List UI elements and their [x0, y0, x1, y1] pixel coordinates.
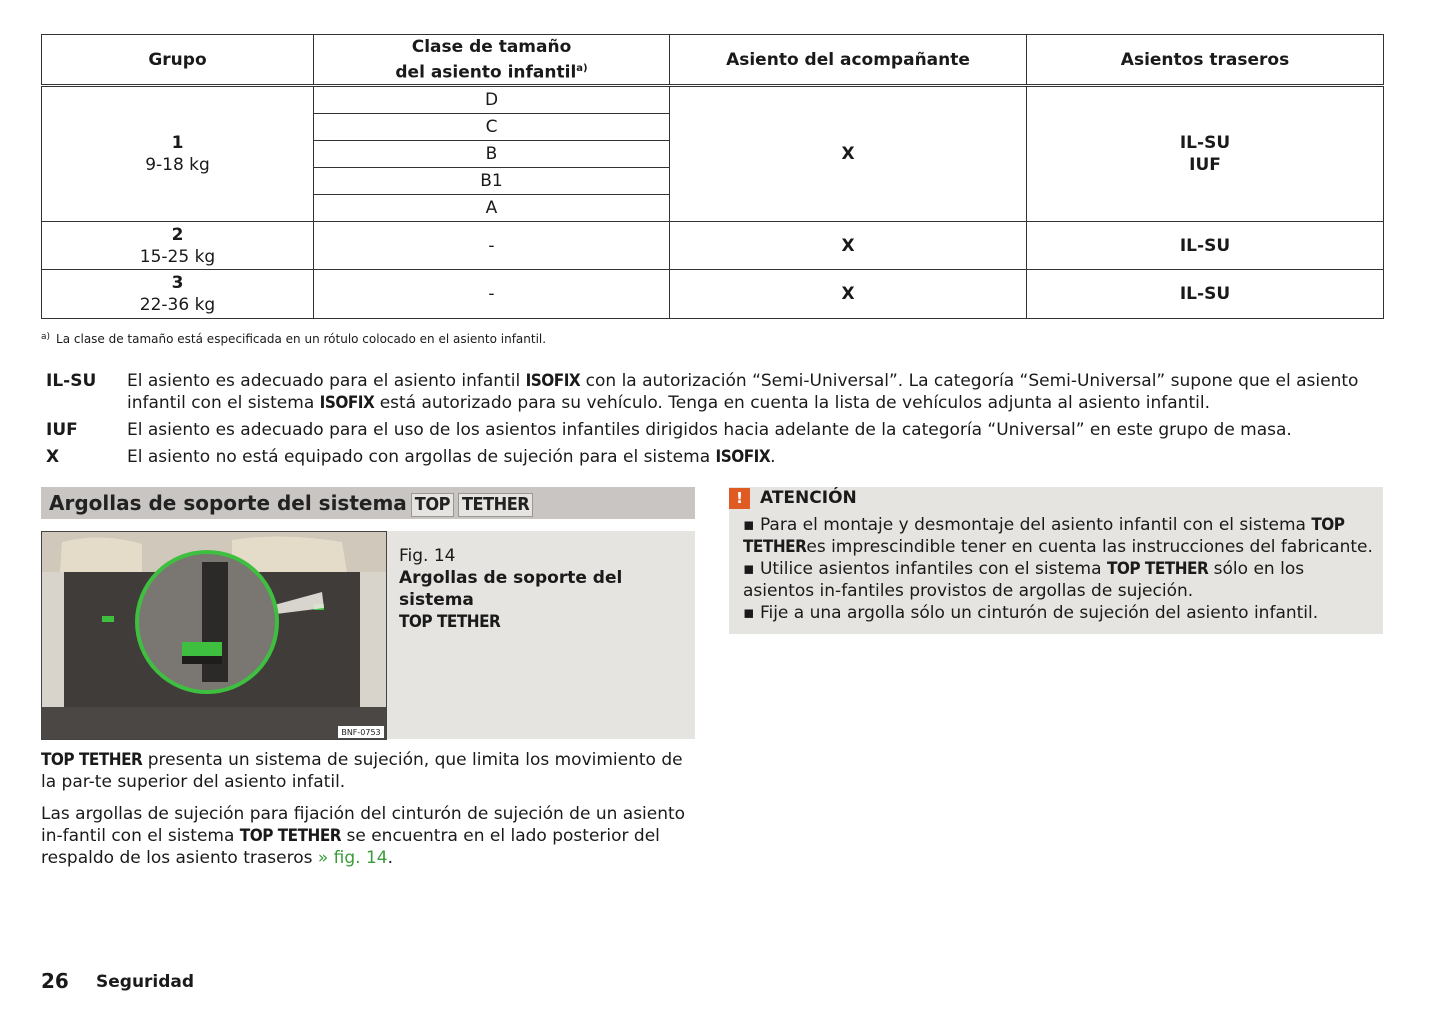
- legend-text: El asiento no está equipado con argollas de sujeción para el sistema ISOFIX.: [127, 447, 776, 467]
- warning-item: ▪ Utilice asientos infantiles con el sistema TOP TETHER sólo en los asientos in-fantiles provistos de argollas de sujeción.: [743, 559, 1305, 601]
- page-section: Seguridad: [96, 972, 195, 992]
- warning-body: [743, 514, 1373, 624]
- child-seat-table: [41, 34, 1384, 319]
- header-clase-line1: Clase de tamaño: [411, 36, 572, 57]
- header-clase-line2: del asiento infantil: [395, 62, 577, 83]
- group-number: 2: [171, 224, 184, 245]
- figure-caption: [399, 545, 689, 633]
- table-row: [42, 270, 1384, 319]
- warning-item: ▪ Fije a una argolla sólo un cinturón de sujeción del asiento infantil.: [743, 603, 1319, 623]
- header-clase: [314, 35, 670, 86]
- group-weight: 15-25 kg: [139, 246, 216, 267]
- passenger-cell: X: [670, 86, 1027, 222]
- size-class-cell: B1: [314, 168, 670, 195]
- trunk-illustration: [42, 532, 386, 739]
- table-header-row: [42, 35, 1384, 86]
- size-class-cell: D: [314, 86, 670, 114]
- warning-box: [729, 487, 1383, 634]
- section-title: Argollas de soporte del sistema TOP TETHER: [49, 491, 533, 517]
- passenger-cell: X: [670, 222, 1027, 270]
- figure-link[interactable]: » fig. 14: [317, 848, 388, 868]
- footnote-text: La clase de tamaño está especificada en un rótulo colocado en el asiento infantil.: [56, 332, 547, 346]
- group-cell: [42, 270, 314, 319]
- header-grupo: Grupo: [42, 35, 314, 86]
- warning-icon: !: [729, 488, 750, 509]
- header-traseros: Asientos traseros: [1027, 35, 1384, 86]
- footnote-marker: a): [41, 332, 51, 342]
- figure-number: Fig. 14: [399, 546, 456, 566]
- footnote-marker: a): [576, 62, 588, 74]
- group-weight: 9-18 kg: [145, 155, 210, 175]
- size-class-cell: -: [314, 222, 670, 270]
- legend-key: IUF: [46, 420, 78, 440]
- size-class-cell: C: [314, 114, 670, 141]
- top-tag: TOP: [411, 493, 454, 517]
- figure-code: BNF-0753: [341, 728, 381, 737]
- rear-cell: IL-SU: [1027, 270, 1384, 319]
- paragraph-top-tether: TOP TETHER presenta un sistema de sujeción, que limita los movimiento de la par-te superior del asiento infatil.: [41, 750, 683, 792]
- page-number: 26: [41, 969, 69, 993]
- legend-text: El asiento es adecuado para el asiento infantil ISOFIX con la autorización “Semi-Universal”. La categoría “Semi-Universal” supone que el asiento infantil con el sistema ISOFIX está autorizado para su vehículo. Tenga en cuenta la lista de vehículos adjunta al asiento infantil.: [127, 371, 1359, 413]
- figure-title: Argollas de soporte del sistema: [399, 568, 623, 610]
- group-weight: 22-36 kg: [139, 295, 216, 315]
- group-cell: [42, 222, 314, 270]
- size-class-cell: B: [314, 141, 670, 168]
- table-footnote: [41, 332, 546, 346]
- group-number: 1: [171, 133, 184, 153]
- header-acompanante: Asiento del acompañante: [670, 35, 1027, 86]
- table-row: [42, 86, 1384, 114]
- size-class-cell: A: [314, 195, 670, 222]
- rear-cell: [1027, 86, 1384, 222]
- rear-value: IUF: [1189, 155, 1221, 175]
- group-cell: [42, 86, 314, 222]
- table-row: [42, 222, 1384, 270]
- group-number: 3: [171, 273, 184, 293]
- rear-cell: IL-SU: [1027, 222, 1384, 270]
- figure-image: [41, 531, 387, 740]
- legend-key: IL-SU: [46, 371, 97, 391]
- legend-text: El asiento es adecuado para el uso de los asientos infantiles dirigidos hacia adelante de la categoría “Universal” en este grupo de masa.: [127, 420, 1292, 440]
- passenger-cell: X: [670, 270, 1027, 319]
- tether-tag: TETHER: [458, 493, 533, 517]
- rear-value: IL-SU: [1179, 133, 1231, 153]
- warning-item: ▪ Para el montaje y desmontaje del asiento infantil con el sistema TOP TETHERes imprescindible tener en cuenta las instrucciones del fabricante.: [743, 515, 1373, 557]
- section-header: [41, 487, 695, 520]
- size-class-cell: -: [314, 270, 670, 319]
- figure-brand: TOP TETHER: [399, 612, 501, 632]
- legend-key: X: [46, 447, 60, 467]
- warning-title: ATENCIÓN: [760, 488, 857, 508]
- paragraph-argollas: Las argollas de sujeción para fijación del cinturón de sujeción de un asiento in-fantil con el sistema TOP TETHER se encuentra en el lado posterior del respaldo de los asiento traseros » fig. 14.: [41, 804, 686, 868]
